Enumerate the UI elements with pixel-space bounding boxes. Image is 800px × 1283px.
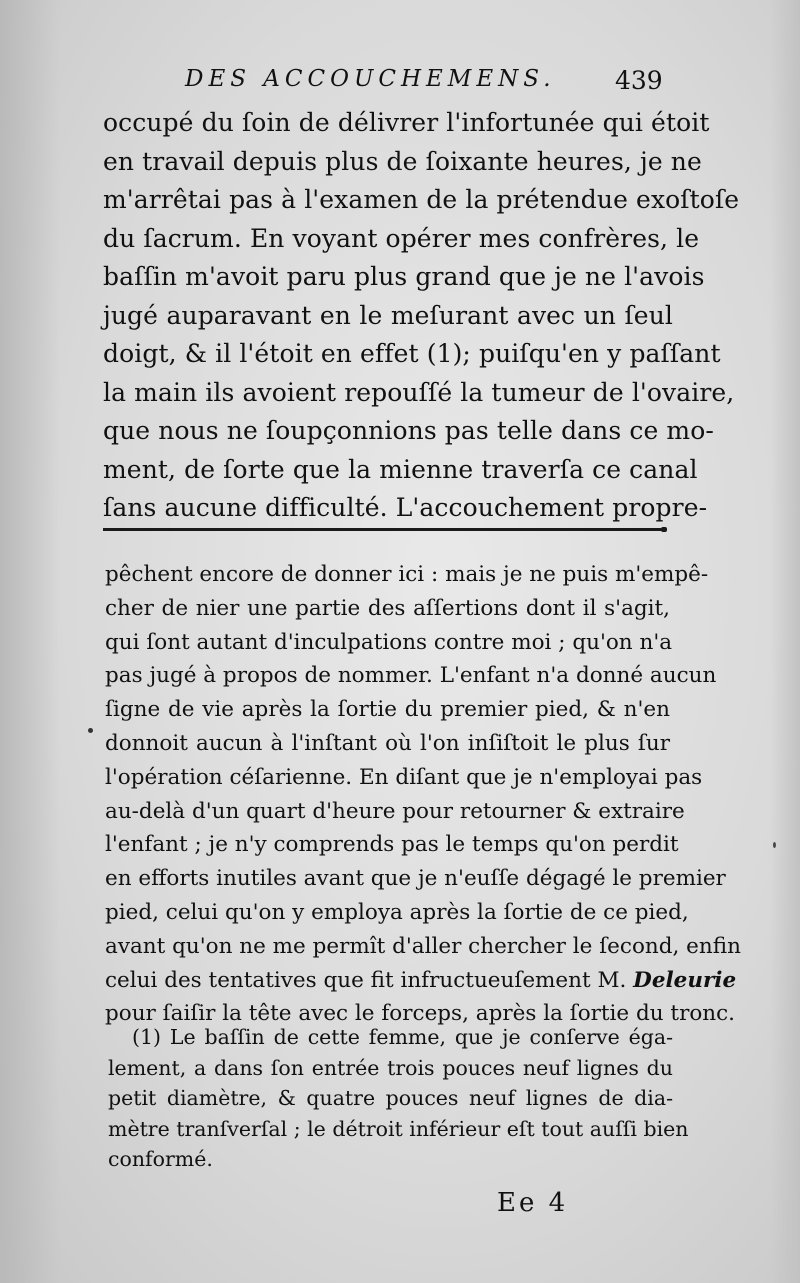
footnote-line: lement, a dans ſon entrée trois pouces neuf lignes du: [108, 1055, 673, 1080]
note-line: en efforts inutiles avant que je n'euſſe dégagé le premier: [105, 866, 726, 892]
text-line: que nous ne ſoupçonnions pas telle dans ce mo-: [103, 416, 714, 445]
footnote-line: mètre tranſverſal ; le détroit inférieur eſt tout auſſi bien: [108, 1116, 689, 1141]
note-line: l'opération céſarienne. En diſant que je n'employai pas: [105, 764, 703, 790]
footnote-line: conformé.: [108, 1147, 213, 1171]
note-line-with-name: [105, 964, 737, 998]
note-line: cher de nier une partie des aſſertions dont il s'agit,: [105, 595, 670, 621]
text-line: ment, de ſorte que la mienne traverſa ce canal: [103, 454, 698, 484]
footnote-line: (1) Le baſſin de cette femme, que je conſerve éga-: [132, 1025, 673, 1049]
note-line: pêchent encore de donner ici : mais je ne puis m'empê-: [105, 562, 709, 587]
note-line: pied, celui qu'on y employa après la ſortie de ce pied,: [105, 899, 689, 925]
note-line: pour ſaiſir la tête avec le forceps, après la ſortie du tronc.: [105, 1001, 736, 1027]
text-line: jugé auparavant en le meſurant avec un ſeul: [103, 300, 673, 330]
main-text-block: [103, 104, 740, 528]
text-line: m'arrêtai pas à l'examen de la prétendue exoſtoſe: [103, 185, 740, 214]
note-line: pas jugé à propos de nommer. L'enfant n'a donné aucun: [105, 663, 717, 689]
running-title: DES ACCOUCHEMENS.: [185, 66, 556, 92]
note-line: au-delà d'un quart d'heure pour retourner & extraire: [105, 798, 685, 824]
note-line: avant qu'on ne me permît d'aller chercher le ſecond, enfin: [105, 933, 741, 959]
text-line: la main ils avoient repouſſé la tumeur de l'ovaire,: [103, 377, 735, 407]
page-header: [185, 66, 685, 106]
note-line: qui ſont autant d'inculpations contre moi ; qu'on n'a: [105, 629, 673, 655]
note-line-text: celui des tentatives que fit infructueuſement M.: [105, 967, 627, 993]
page-number: 439: [615, 66, 663, 95]
note-line: donnoit aucun à l'inſtant où l'on inſiſtoit le plus ſur: [105, 730, 670, 756]
note-line: l'enfant ; je n'y comprends pas le temps qu'on perdit: [105, 832, 679, 858]
text-line: en travail depuis plus de ſoixante heures, je ne: [103, 146, 702, 176]
text-line: doigt, & il l'étoit en effet (1); puiſqu'en y paſſant: [103, 339, 721, 368]
text-line: du ſacrum. En voyant opérer mes confrères, le: [103, 223, 700, 253]
ink-speck: [773, 842, 776, 848]
note-line: ſigne de vie après la ſortie du premier pied, & n'en: [105, 697, 670, 723]
ink-speck: [88, 728, 93, 733]
note-text-block: [105, 558, 741, 1031]
text-line: baſſin m'avoit paru plus grand que je ne l'avois: [103, 262, 705, 291]
text-line: ſans aucune difficulté. L'accouchement propre-: [103, 493, 708, 522]
signature-mark: Ee 4: [497, 1188, 569, 1218]
footnote-block: [108, 1022, 689, 1175]
footnote-line: petit diamètre, & quatre pouces neuf lignes de dia-: [108, 1086, 673, 1110]
person-name-deleurie: Deleurie: [633, 967, 737, 993]
text-line: occupé du ſoin de délivrer l'infortunée qui étoit: [103, 108, 710, 137]
section-divider-rule: [103, 528, 661, 531]
